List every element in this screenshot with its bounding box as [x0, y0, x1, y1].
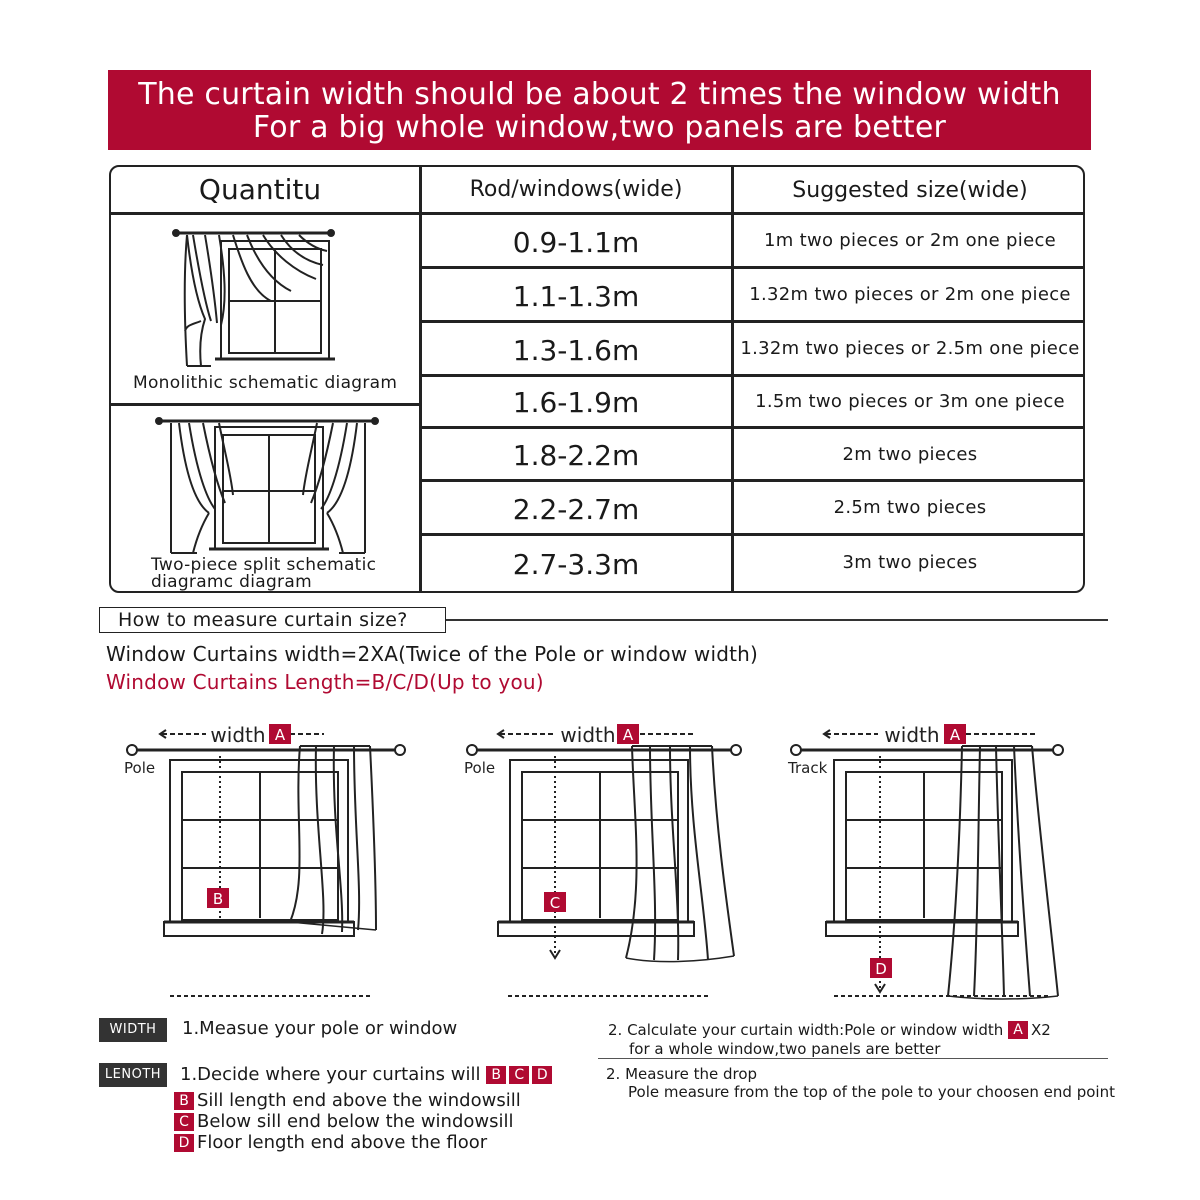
size-table: [109, 165, 1085, 593]
banner-line-1: The curtain width should be about 2 times the window width: [138, 77, 1061, 112]
range-cell: 1.1-1.3m: [512, 279, 640, 313]
width-formula: Window Curtains width=2XA(Twice of the Pole or window width): [106, 642, 759, 666]
badge-a: A: [1008, 1021, 1028, 1039]
badge-b: B: [174, 1092, 194, 1110]
section-rule: [446, 619, 1108, 621]
suggested-cell: 1.5m two pieces or 3m one piece: [755, 390, 1065, 412]
length-formula: Window Curtains Length=B/C/D(Up to you): [106, 670, 544, 694]
suggested-cell: 3m two pieces: [842, 551, 978, 573]
length-option-below-sill: [174, 1111, 514, 1132]
badge-a: A: [949, 726, 961, 744]
length-option-sill: [174, 1090, 521, 1111]
width-label: width: [210, 723, 266, 747]
badge-c: C: [174, 1113, 194, 1131]
suggested-cell: 2.5m two pieces: [833, 496, 987, 518]
badge-d: D: [532, 1066, 552, 1084]
width-label: width: [560, 723, 616, 747]
pole-label: Pole: [464, 759, 496, 777]
suggested-cell: 1m two pieces or 2m one piece: [763, 229, 1057, 251]
length-step-2: 2. Measure the drop: [606, 1065, 758, 1083]
length-tag: LENOTH: [99, 1063, 167, 1087]
header-suggested-size: Suggested size(wide): [792, 178, 1028, 203]
pole-label: Pole: [124, 759, 156, 777]
length-step-1-text: 1.Decide where your curtains will: [180, 1064, 481, 1085]
header-rod-width: Rod/windows(wide): [469, 177, 683, 202]
length-option-floor: [174, 1132, 487, 1153]
measure-section-title: How to measure curtain size?: [99, 607, 446, 633]
width-step-2: [608, 1021, 1051, 1039]
range-cell: 1.3-1.6m: [512, 333, 640, 367]
width-label: width: [884, 723, 940, 747]
badge-c: C: [509, 1066, 529, 1084]
option-text: Below sill end below the windowsill: [197, 1111, 514, 1132]
suggested-cell: 1.32m two pieces or 2m one piece: [749, 283, 1071, 305]
badge-d: D: [174, 1134, 194, 1152]
split-caption-line-1: Two-piece split schematic: [151, 555, 377, 575]
range-cell: 2.2-2.7m: [512, 492, 640, 526]
width-step-2-note: for a whole window,two panels are better: [629, 1040, 941, 1058]
badge-b: B: [212, 890, 224, 908]
badge-a: A: [274, 726, 286, 744]
split-caption-line-2: diagramc diagram: [151, 572, 312, 592]
instructions-divider: [598, 1058, 1108, 1059]
option-text: Floor length end above the floor: [197, 1132, 488, 1153]
suggested-cell: 1.32m two pieces or 2.5m one piece: [740, 337, 1080, 359]
range-cell: 2.7-3.3m: [512, 547, 640, 581]
track-label: Track: [788, 759, 828, 777]
header-quantity: Quantitu: [198, 173, 322, 206]
width-step-1: 1.Measue your pole or window: [182, 1018, 458, 1039]
badge-a: A: [622, 726, 634, 744]
two-piece-curtain-illustration: [153, 413, 383, 557]
diagram-divider: [111, 403, 419, 406]
measure-diagram-sill: [118, 718, 408, 1008]
width-tag: WIDTH: [99, 1018, 167, 1042]
badge-d: D: [875, 960, 887, 978]
length-step-1: [180, 1064, 555, 1085]
badge-c: C: [549, 894, 561, 912]
times-two: X2: [1031, 1021, 1051, 1039]
banner-line-2: For a big whole window,two panels are better: [252, 110, 947, 145]
headline-banner: [108, 70, 1091, 150]
measure-diagram-floor: [782, 718, 1072, 1008]
measure-diagram-below-sill: [458, 718, 748, 1008]
length-step-2-note: Pole measure from the top of the pole to your choosen end point: [628, 1083, 1115, 1101]
range-cell: 1.8-2.2m: [512, 439, 640, 472]
width-step-2-text: 2. Calculate your curtain width:Pole or window width: [608, 1021, 1004, 1039]
badge-b: B: [486, 1066, 506, 1084]
option-text: Sill length end above the windowsill: [197, 1090, 521, 1111]
suggested-cell: 2m two pieces: [842, 443, 978, 465]
range-cell: 0.9-1.1m: [512, 225, 640, 259]
monolithic-caption: Monolithic schematic diagram: [133, 373, 398, 393]
monolithic-curtain-illustration: [171, 221, 351, 371]
range-cell: 1.6-1.9m: [512, 385, 640, 419]
